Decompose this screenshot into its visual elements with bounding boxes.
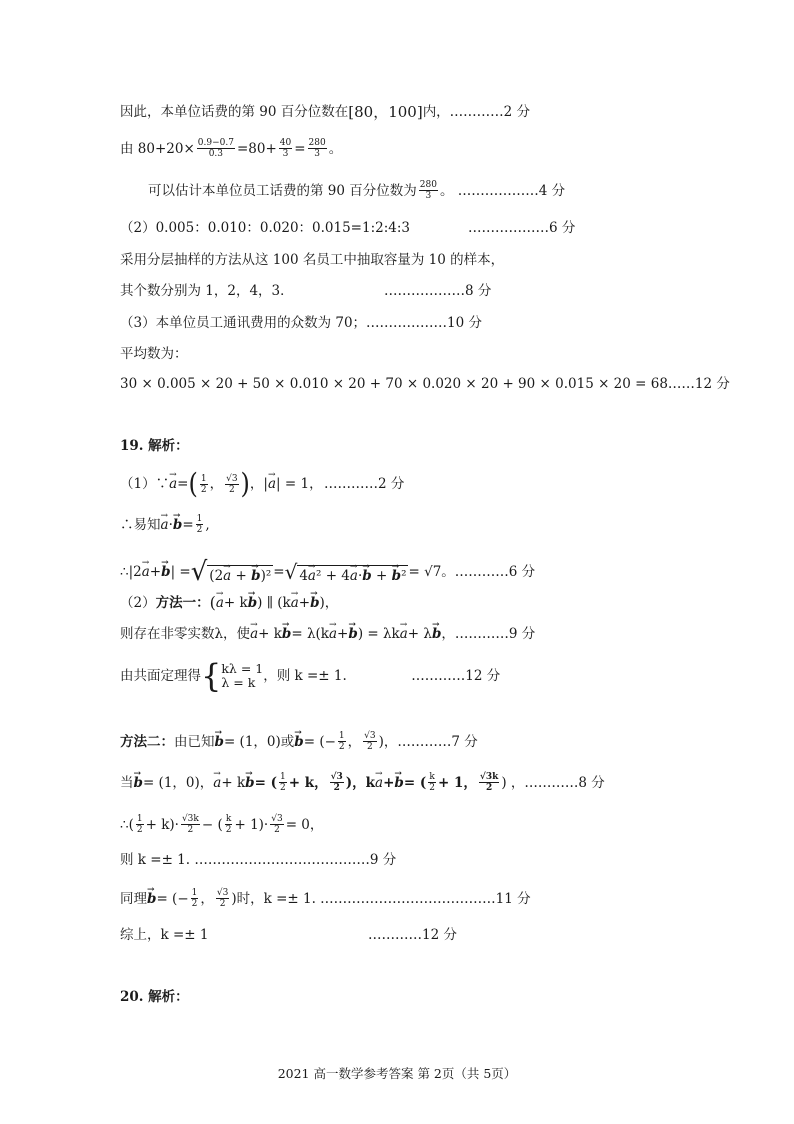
numerator: √3: [226, 473, 238, 484]
text: =: [182, 516, 194, 533]
text: 当: [120, 774, 134, 791]
line-1: [120, 102, 530, 122]
numerator: √3: [364, 731, 376, 741]
text: + k)·: [145, 816, 179, 833]
text: 4: [299, 568, 308, 584]
text: + 1，: [438, 774, 477, 791]
line-12: [120, 558, 535, 586]
fraction: [191, 888, 199, 909]
line-13: [120, 593, 338, 613]
text: ∴|2: [120, 564, 142, 580]
vector-a: → a: [169, 474, 177, 494]
fraction: [338, 731, 346, 752]
text: ) ∥ (k: [257, 595, 291, 611]
text: 。 ………………4 分: [439, 182, 566, 199]
heading-text: 19. 解析：: [120, 438, 189, 454]
text: ²: [401, 568, 407, 584]
text: 因此，本单位话费的第 90 百分位数在: [120, 104, 349, 120]
fraction: [225, 814, 233, 835]
text: ，…………9 分: [441, 626, 536, 642]
text: （2）0.005：0.010：0.020：0.015=1:2:4:3: [120, 220, 410, 236]
text: )²: [260, 568, 272, 584]
vector-a: → a: [291, 593, 299, 613]
fraction: [279, 772, 287, 793]
text: + k: [221, 774, 246, 791]
line-11: [120, 514, 210, 535]
vector-a: → a: [161, 515, 169, 535]
numerator: k: [429, 772, 435, 782]
text: ·: [357, 568, 363, 584]
numerator: 1: [136, 814, 143, 824]
numerator: 40: [279, 138, 292, 148]
denominator: 2: [333, 783, 340, 793]
text: ² + 4: [315, 568, 350, 584]
vector-b: → b: [251, 566, 260, 586]
text: 可以估计本单位员工话费的第 90 百分位数为: [148, 182, 417, 199]
method-label: 方法一：: [155, 595, 210, 611]
text: + k，: [288, 774, 328, 791]
text: ) = λk: [357, 626, 400, 642]
vector-a: → a: [142, 562, 150, 582]
line-20: [120, 888, 531, 909]
vector-b: → b: [161, 562, 170, 582]
text: = (: [403, 774, 427, 791]
vector-b: → b: [432, 624, 441, 644]
denominator: 3: [425, 191, 432, 201]
page-footer: 2021 高一数学参考答案 第 2页（共 5页）: [277, 1066, 517, 1081]
denominator: 2: [200, 484, 207, 495]
numerator: 1: [338, 731, 345, 741]
line-19: [120, 850, 396, 870]
sqrt-expression: [191, 558, 274, 586]
line-9: [120, 374, 730, 394]
text: 则 k =± 1. …………………………………9 分: [120, 852, 397, 868]
text: =80+: [236, 140, 277, 157]
numerator: √3: [330, 772, 343, 782]
text: + k: [258, 626, 282, 642]
vector-a: → a: [268, 474, 276, 494]
text: = (: [254, 774, 277, 791]
numerator: 280: [308, 138, 326, 148]
line-16: [120, 731, 478, 752]
text: )，…………7 分: [378, 733, 478, 750]
score-note: ………………6 分: [468, 220, 576, 236]
text: 采用分层抽样的方法从这 100 名员工中抽取容量为 10 的样本，: [120, 252, 505, 268]
text: (: [209, 593, 216, 612]
system-rows: [221, 662, 263, 690]
vector-b: → b: [282, 624, 291, 644]
sqrt-body: [207, 565, 273, 586]
line-2: [120, 138, 342, 159]
text: ，: [200, 890, 214, 907]
numerator: √3k: [181, 814, 199, 824]
line-21: [120, 925, 457, 945]
text: ，: [347, 733, 362, 750]
sqrt-body: [297, 565, 408, 586]
vector-b: → b: [248, 593, 257, 613]
denominator: 2: [228, 484, 235, 495]
denominator: 0.3: [208, 149, 224, 159]
equation-row: λ = k: [221, 675, 256, 690]
fraction: [428, 772, 436, 793]
text: = λ(k: [291, 626, 329, 642]
text: =: [273, 564, 285, 580]
sqrt-expression: [285, 558, 409, 586]
numerator: 280: [419, 180, 437, 190]
vector-a: → a: [375, 773, 383, 793]
line-5: [120, 250, 504, 270]
line-18: [120, 814, 323, 835]
denominator: 3: [282, 149, 289, 159]
text: | =: [170, 564, 191, 580]
line-7: [120, 313, 482, 333]
equation-row: kλ = 1: [221, 661, 264, 676]
numerator: k: [225, 814, 232, 824]
denominator: 2: [486, 783, 493, 793]
fraction: [270, 814, 283, 835]
text: ，: [209, 476, 224, 492]
denominator: 2: [274, 825, 280, 835]
text: +: [337, 626, 349, 642]
numerator: 0.9−0.7: [197, 138, 234, 148]
vector-a: → a: [308, 566, 316, 586]
denominator: 2: [191, 899, 198, 909]
text: 内，…………2 分: [422, 104, 531, 120]
text: = (−: [303, 733, 336, 750]
text: = 0，: [285, 816, 324, 833]
text: 由共面定理得: [120, 668, 201, 684]
text: 其个数分别为 1，2，4，3．: [120, 283, 294, 299]
text: =: [177, 476, 189, 492]
fraction: [330, 772, 344, 793]
numerator: 1: [191, 888, 198, 898]
text: 综上，k =± 1: [120, 927, 209, 943]
sqrt-sign: √: [284, 560, 298, 584]
denominator: 2: [219, 899, 226, 909]
text: +: [149, 564, 162, 580]
text: ) ，…………8 分: [501, 774, 605, 791]
vector-b: → b: [215, 732, 224, 752]
vector-a: → a: [350, 566, 358, 586]
equation-system: [201, 657, 264, 695]
numerator: 1: [200, 473, 207, 484]
line-17: [120, 772, 605, 793]
line-14: [120, 624, 535, 644]
text: | = 1，: [276, 476, 323, 492]
text: + k: [223, 595, 248, 611]
text: 由已知: [174, 733, 215, 750]
score-note: …………12 分: [368, 927, 457, 943]
left-paren: (: [188, 467, 198, 501]
denominator: 2: [367, 742, 373, 752]
sqrt-sign: √: [190, 557, 208, 587]
text: − (: [201, 816, 223, 833]
denominator: 2: [429, 783, 436, 793]
fraction: [216, 888, 229, 909]
vector-b: → b: [294, 732, 303, 752]
vector-a: → a: [213, 773, 221, 793]
heading-text: 20. 解析：: [120, 989, 189, 1005]
vector-a: → a: [329, 624, 337, 644]
vector-b: → b: [392, 566, 401, 586]
section-19-heading: [120, 436, 189, 456]
text: (2: [209, 568, 224, 584]
fraction: [181, 814, 200, 835]
fraction: [136, 814, 144, 835]
text: = (1，0)，: [142, 774, 214, 791]
fraction: [225, 474, 238, 495]
text: =: [294, 140, 306, 157]
text: +: [298, 595, 311, 611]
text: ，则 k =± 1.: [263, 668, 347, 684]
text: ·: [168, 516, 173, 533]
denominator: 2: [338, 742, 345, 752]
vector-b: → b: [134, 773, 143, 793]
fraction: [308, 138, 327, 159]
left-brace: {: [201, 657, 222, 695]
text: + λ: [407, 626, 432, 642]
vector-b: → b: [173, 515, 182, 535]
vector-b: → b: [394, 773, 403, 793]
method-label: 方法二：: [120, 733, 174, 750]
denominator: 2: [187, 825, 194, 835]
denominator: 2: [136, 825, 143, 835]
score-note: …………2 分: [324, 476, 405, 492]
line-15: [120, 657, 501, 695]
vector-a: → a: [216, 593, 224, 613]
text: +: [231, 568, 252, 584]
fraction: [479, 772, 499, 793]
score-note: …………12 分: [411, 668, 501, 684]
text: 由 80+20×: [120, 140, 195, 157]
text: = (1，0)或: [223, 733, 295, 750]
text: 。: [328, 140, 343, 157]
line-3: [148, 180, 565, 201]
text: ∴易知: [120, 516, 161, 533]
fraction: [196, 514, 204, 535]
text: （1）∵: [120, 476, 170, 492]
numerator: √3: [271, 814, 283, 824]
fraction: [363, 731, 376, 752]
text: = (−: [156, 890, 189, 907]
text: +: [383, 774, 395, 791]
numerator: 1: [280, 772, 286, 782]
fraction: [200, 474, 208, 495]
vector-a: → a: [223, 566, 231, 586]
line-8: [120, 344, 188, 364]
right-paren: ): [240, 467, 250, 501]
numerator: 1: [196, 514, 203, 524]
denominator: 3: [314, 149, 320, 159]
denominator: 2: [225, 825, 232, 835]
vector-b: → b: [147, 889, 156, 909]
text: +: [371, 568, 392, 584]
text: （3）本单位员工通讯费用的众数为 70；………………10 分: [120, 315, 483, 331]
text: 平均数为：: [120, 346, 188, 362]
text: （2）: [120, 595, 156, 611]
fraction: [197, 138, 235, 159]
text: )，k: [345, 774, 376, 791]
vector-b: → b: [362, 566, 371, 586]
numerator: √3k: [479, 772, 499, 782]
denominator: 2: [196, 525, 203, 535]
text: ∴(: [120, 816, 134, 833]
vector-a: → a: [400, 624, 408, 644]
vector-b: → b: [245, 773, 254, 793]
score-note: ………………8 分: [384, 283, 492, 299]
line-10: [120, 467, 405, 501]
text: ，|: [249, 476, 268, 492]
text: = √7。…………6 分: [408, 564, 536, 580]
line-6: [120, 281, 491, 301]
fraction: [279, 138, 292, 159]
numerator: √3: [216, 888, 229, 898]
text: + 1)·: [234, 816, 269, 833]
fraction: [419, 180, 438, 201]
text: 同理: [120, 890, 147, 907]
paren-group: [188, 467, 250, 501]
interval: [80，100]: [348, 103, 423, 121]
section-20-heading: [120, 987, 189, 1007]
text: )，: [319, 595, 339, 611]
denominator: 2: [280, 783, 286, 793]
vector-a: → a: [250, 624, 258, 644]
line-4: [120, 218, 575, 238]
vector-b: → b: [348, 624, 357, 644]
vector-b: → b: [310, 593, 319, 613]
text: ,: [205, 516, 210, 533]
text: 则存在非零实数λ，使: [120, 626, 251, 642]
text: )时，k =± 1. …………………………………11 分: [231, 890, 531, 907]
formula: 30 × 0.005 × 20 + 50 × 0.010 × 20 + 70 × 0.020 × 20 + 90 × 0.015 × 20 = 68……12 分: [120, 376, 730, 392]
